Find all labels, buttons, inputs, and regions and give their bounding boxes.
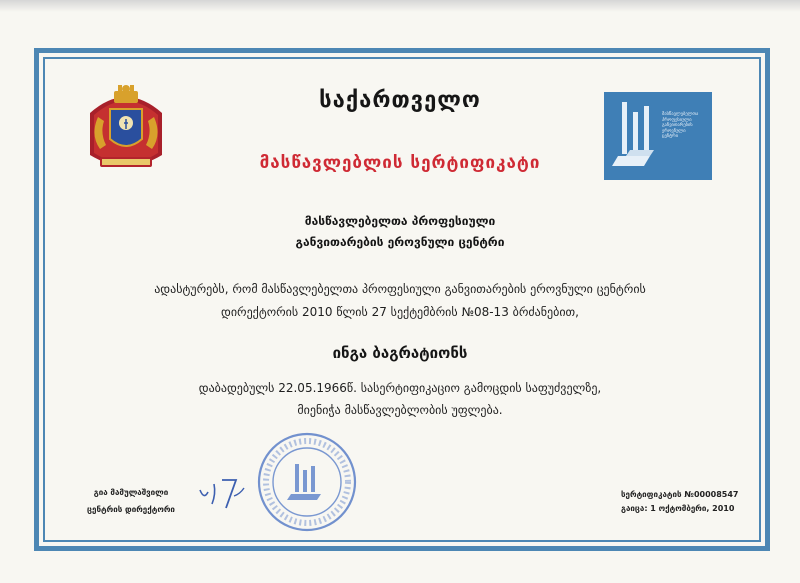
issuer-name [200, 211, 600, 253]
certificate-number: სერტიფიკატის №00008547 [621, 490, 739, 499]
coat-of-arms-icon [80, 83, 172, 179]
director-name: გია მამულაშვილი [93, 488, 169, 497]
body-text-line1: ადასტურებს, რომ მასწავლებელთა პროფესიული განვითარების ეროვნული ცენტრის [154, 282, 646, 296]
logo-text-line: მასწავლებელთა [662, 112, 699, 117]
certificate-title: მასწავლებლის სერტიფიკატი [259, 153, 541, 173]
director-role: ცენტრის დირექტორი [87, 505, 175, 514]
issue-date: გაიცა: 1 ოქტომბერი, 2010 [621, 504, 735, 513]
scan-edge [0, 0, 800, 12]
issuer-name-line1: მასწავლებელთა პროფესიული [304, 214, 496, 228]
body-text-line2: დირექტორის 2010 წლის 27 სექტემბრის №08-13 ბრძანებით, [221, 305, 579, 319]
director-block [75, 484, 187, 518]
logo-text-line: ცენტრი [662, 134, 679, 140]
issuer-name-line2: განვითარების ეროვნული ცენტრი [295, 235, 505, 249]
round-seal-icon [255, 430, 359, 534]
body-text-line4: მიენიჭა მასწავლებლობის უფლება. [297, 403, 503, 417]
certificate-details [621, 488, 738, 516]
signature-icon [196, 474, 248, 514]
recipient-name: ინგა ბაგრატიონს [332, 344, 468, 362]
body-text-line3: დაბადებულს 22.05.1966წ. სასერტიფიკაციო გამოცდის საფუძველზე, [198, 381, 602, 395]
logo-lettering [662, 112, 710, 140]
logo-text-line: ეროვნული [662, 128, 686, 134]
logo-text-line: განვითარების [662, 123, 693, 129]
org-logo [604, 92, 712, 180]
country-heading: საქართველო [319, 88, 481, 113]
logo-text-line: პროფესიული [662, 117, 692, 123]
